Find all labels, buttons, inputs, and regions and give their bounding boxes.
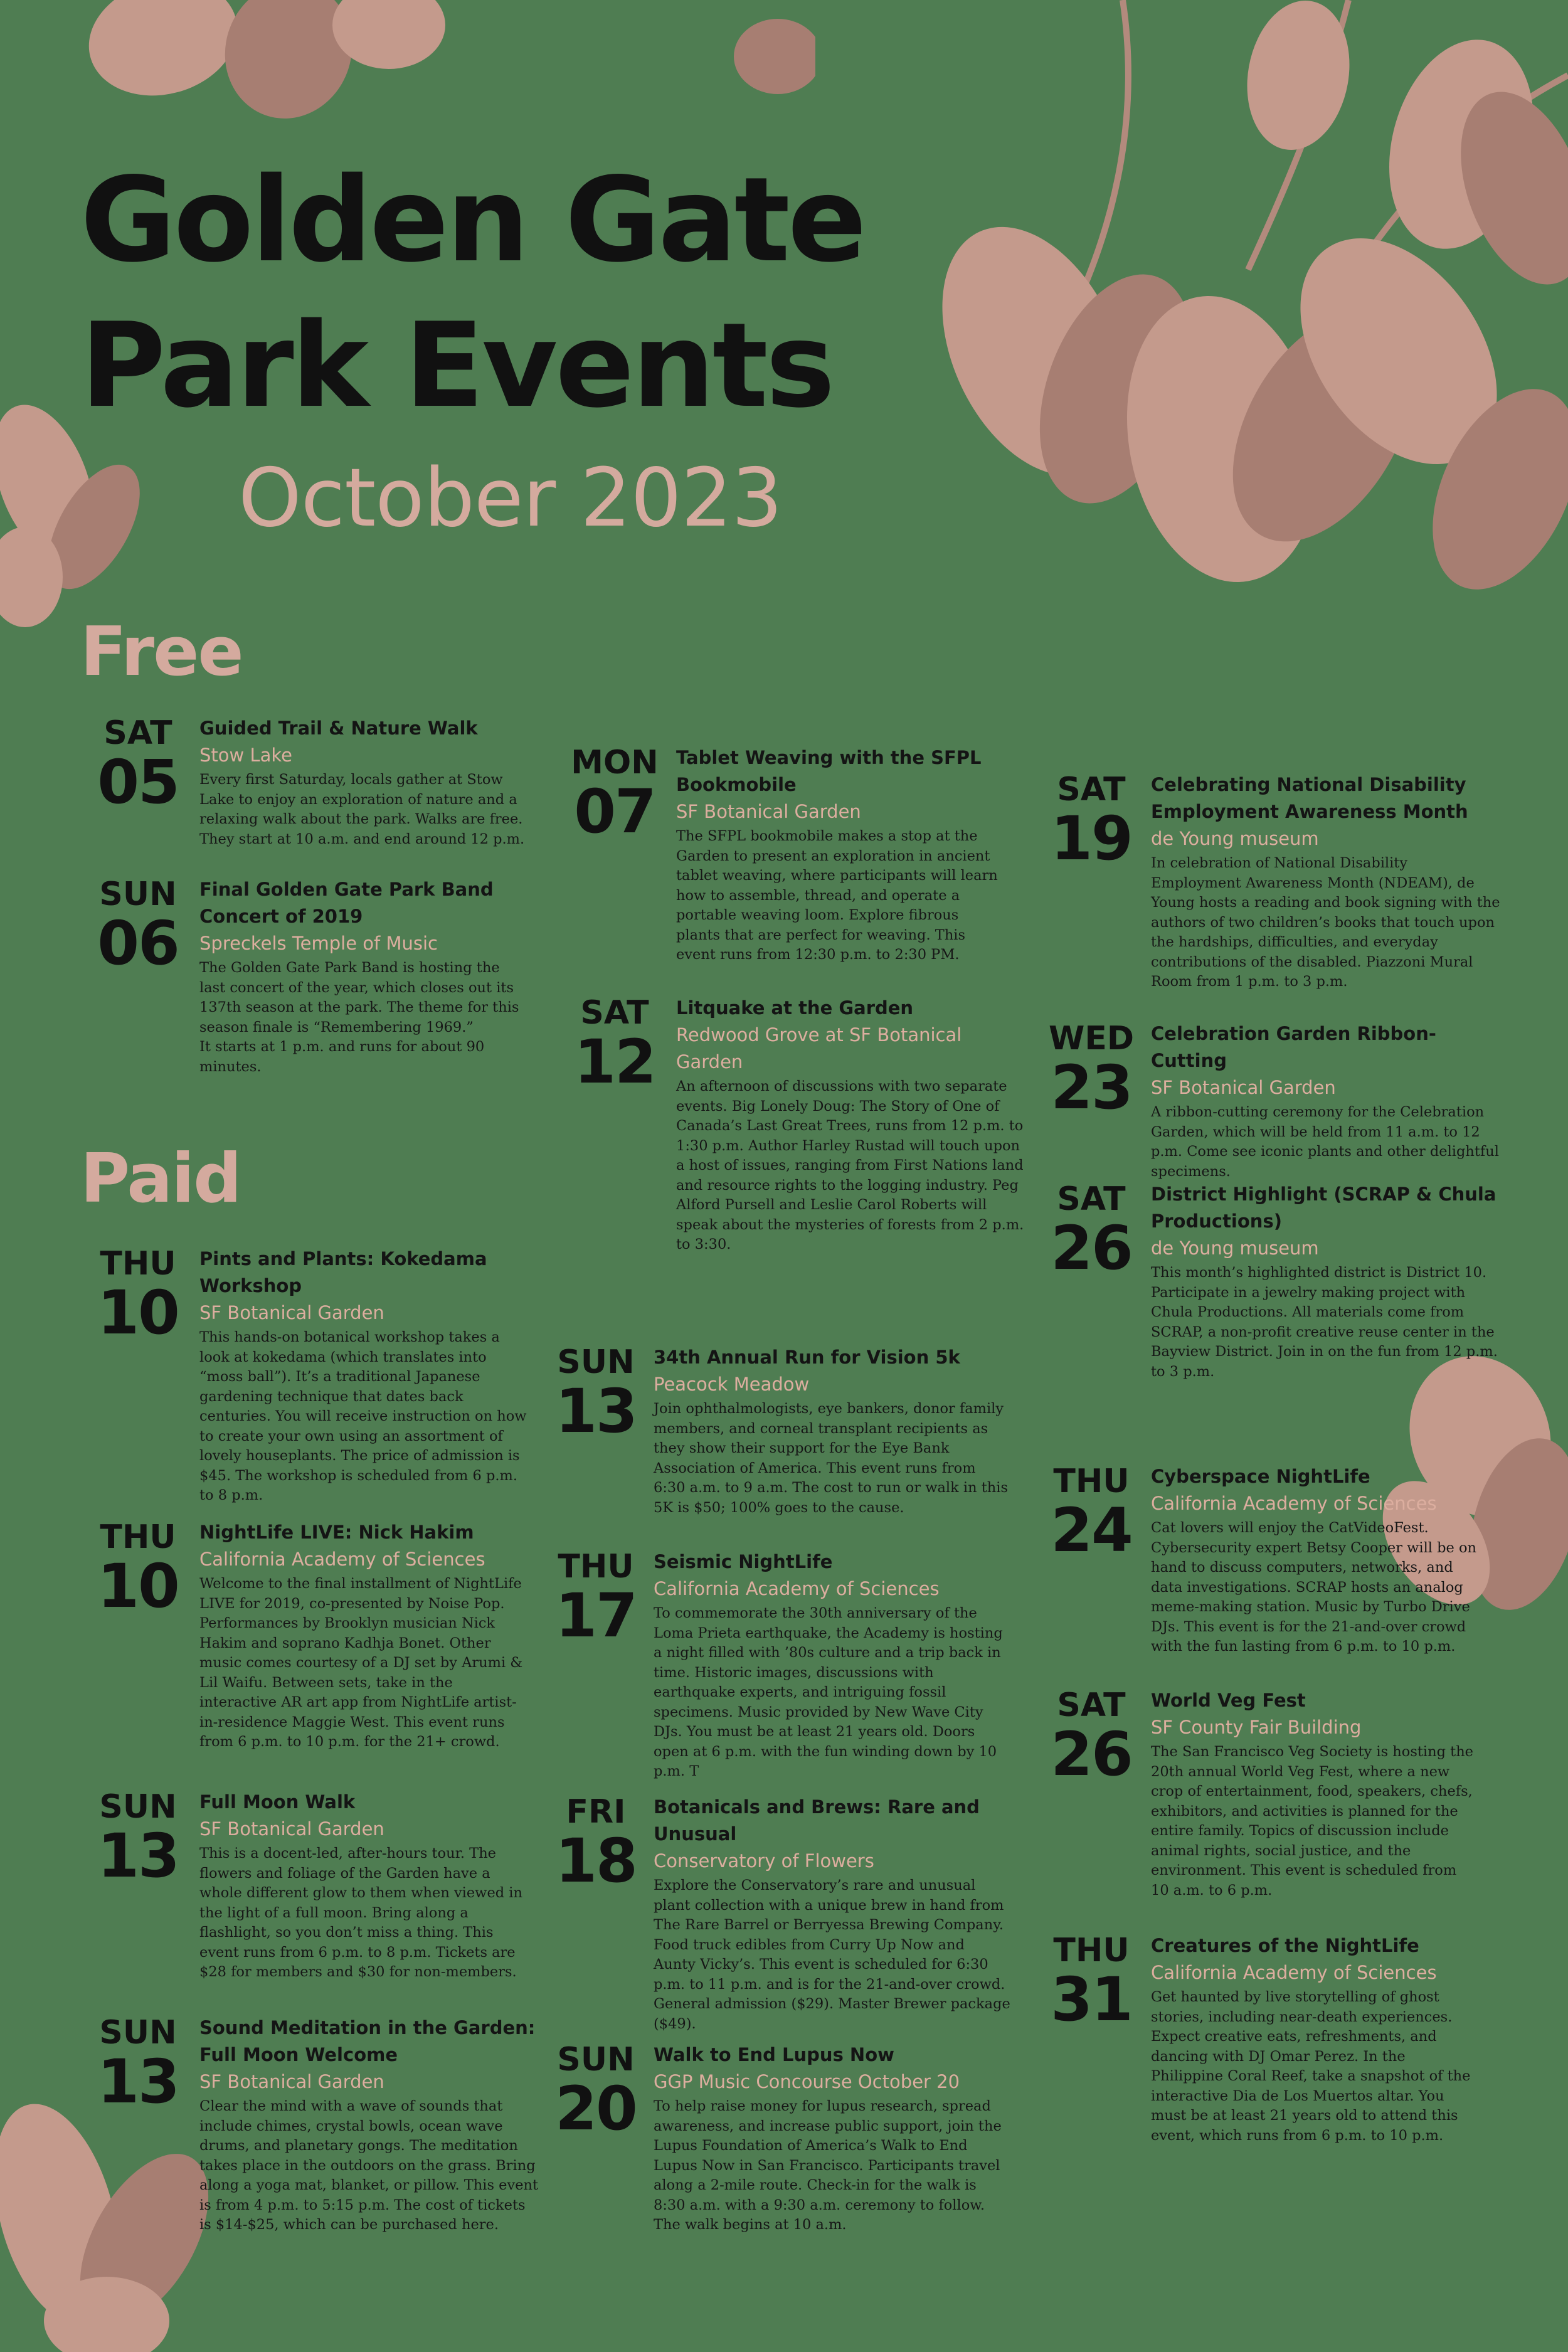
event-title: Pints and Plants: Kokedama Workshop xyxy=(199,1248,487,1296)
event-day-of-week: SUN xyxy=(557,1343,635,1381)
event-date xyxy=(1041,1687,1142,1789)
event-description: Clear the mind with a wave of sounds that include chimes, crystal bowls, ocean wave drums, and planetary gongs. The meditation takes place in the outdoors on the grass. Bring along a yoga mat, blanket, or pillow. This event is from 4 p.m. to 5:15 p.m. The cost of tickets is $14-$25, which can be purchased here. xyxy=(199,2098,539,2233)
event-description: This hands-on botanical workshop takes a look at kokedama (which translates into “moss ball”). It’s a traditional Japanese gardening technique that dates back centuries. You will receive instruction on how to create your own using an assortment of lovely houseplants. The price of admission is $45. The workshop is scheduled from 6 p.m. to 8 p.m. xyxy=(199,1329,527,1503)
event-venue: California Academy of Sciences xyxy=(1151,1962,1437,1983)
event-date xyxy=(88,2014,188,2117)
event-date xyxy=(1041,1180,1142,1283)
event-day-of-week: THU xyxy=(1053,1932,1130,1969)
event-venue: Stow Lake xyxy=(199,744,292,766)
event-day-of-week: THU xyxy=(100,1518,176,1556)
poster-month: October 2023 xyxy=(238,452,782,545)
event-venue: SF Botanical Garden xyxy=(199,1302,384,1323)
event-title: NightLife LIVE: Nick Hakim xyxy=(199,1522,474,1543)
event-venue: Conservatory of Flowers xyxy=(654,1850,874,1872)
event-day-number: 06 xyxy=(97,908,179,978)
event-description: The SFPL bookmobile makes a stop at the Garden to present an exploration in ancient tablet weaving, where participants will learn how to assemble, thread, and operate a portable weaving loom. Explore fibrous plants that are perfect for weaving. This event runs from 12:30 p.m. to 2:30 PM. xyxy=(676,828,998,963)
event-day-of-week: SUN xyxy=(99,876,177,913)
event-day-number: 23 xyxy=(1051,1052,1132,1123)
section-heading-free: Free xyxy=(80,613,243,691)
event-day-number: 18 xyxy=(555,1826,637,1896)
event-description: Welcome to the final installment of NightLife LIVE for 2019, co-presented by Noise Pop. Performances by Brooklyn musician Nick Hakim and soprano Kadhja Bonet. Other music comes courtesy of a DJ set by Arumi & Lil Waifu. Between sets, take in the interactive AR art app from NightLife artist-in-residence Maggie West. This event runs from 6 p.m. to 10 p.m. for the 21+ crowd. xyxy=(199,1576,523,1750)
event-venue: de Young museum xyxy=(1151,828,1319,849)
event-title: Sound Meditation in the Garden: Full Moon Welcome xyxy=(199,2017,536,2065)
event-date xyxy=(564,744,665,847)
event-title: District Highlight (SCRAP & Chula Productions) xyxy=(1151,1184,1496,1232)
event-day-of-week: THU xyxy=(558,1548,634,1586)
event-description: This month’s highlighted district is District 10. Participate in a jewelry making project with Chula Productions. All materials come from SCRAP, a non-profit creative reuse center in the Bayview District. Join in on the fun from 12 p.m. to 3 p.m. xyxy=(1151,1264,1498,1380)
event-venue: de Young museum xyxy=(1151,1237,1319,1259)
event-day-of-week: FRI xyxy=(566,1793,626,1831)
event-date xyxy=(88,1788,188,1891)
event-date xyxy=(1041,1020,1142,1123)
event-description: To help raise money for lupus research, spread awareness, and increase public support, join the Lupus Foundation of America’s Walk to End Lupus Now in San Francisco. Participants travel along a 2-mile route. Check-in for the walk is 8:30 a.m. with a 9:30 a.m. ceremony to follow. The walk begins at 10 a.m. xyxy=(654,2098,1002,2233)
event-date xyxy=(564,994,665,1097)
event-description: Every first Saturday, locals gather at Stow Lake to enjoy an exploration of nature and a relaxing walk about the park. Walks are free. They start at 10 a.m. and end around 12 p.m. xyxy=(199,771,525,847)
event-title: Full Moon Walk xyxy=(199,1791,356,1813)
event-description: Join ophthalmologists, eye bankers, donor family members, and corneal transplant recipients as they show their support for the Eye Bank Association of America. This event runs from 6:30 a.m. to 9 a.m. The cost to run or walk in this 5K is $50; 100% goes to the cause. xyxy=(654,1401,1009,1516)
event-description: The Golden Gate Park Band is hosting the last concert of the year, which closes out its 137th season at the park. The theme for this season finale is “Remembering 1969.” It starts at 1 p.m. and runs for about 90 minutes. xyxy=(199,960,519,1075)
event-date xyxy=(88,1518,188,1621)
event-day-number: 26 xyxy=(1051,1213,1132,1283)
event-day-number: 07 xyxy=(574,776,655,847)
event-date xyxy=(546,2041,646,2144)
event-title: Final Golden Gate Park Band Concert of 2019 xyxy=(199,879,494,927)
event-day-of-week: SUN xyxy=(99,2014,177,2052)
event-day-of-week: SAT xyxy=(1057,1687,1126,1724)
event-title: World Veg Fest xyxy=(1151,1690,1306,1711)
event-day-number: 19 xyxy=(1051,803,1132,874)
event-day-number: 13 xyxy=(555,1376,637,1446)
event-date xyxy=(546,1548,646,1651)
event-venue: Redwood Grove at SF Botanical Garden xyxy=(676,1024,962,1073)
event-description: Cat lovers will enjoy the CatVideoFest. Cybersecurity expert Betsy Cooper will be on hand to discuss computers, networks, and data investigations. SCRAP hosts an analog meme-making station. Music by Turbo Drive DJs. This event is for the 21-and-over crowd with the fun lasting from 6 p.m. to 10 p.m. xyxy=(1151,1520,1477,1655)
event-title: Creatures of the NightLife xyxy=(1151,1935,1419,1956)
event-description: A ribbon-cutting ceremony for the Celebration Garden, which will be held from 11 a.m. to 12 p.m. Come see iconic plants and other delightful specimens. xyxy=(1151,1104,1499,1180)
event-venue: SF Botanical Garden xyxy=(199,1818,384,1840)
event-date xyxy=(546,1793,646,1896)
event-day-of-week: THU xyxy=(100,1245,176,1283)
event-day-of-week: SUN xyxy=(99,1788,177,1826)
event-description: In celebration of National Disability Employment Awareness Month (NDEAM), de Young hosts a reading and book signing with the authors of two children’s books that touch upon the hardships, difficulties, and everyday contributions of the disabled. Piazzoni Mural Room from 1 p.m. to 3 p.m. xyxy=(1151,855,1500,990)
event-day-of-week: THU xyxy=(1053,1463,1130,1500)
event-description: An afternoon of discussions with two separate events. Big Lonely Doug: The Story of One of Canada’s Last Great Trees, runs from 12 p.m. to 1:30 p.m. Author Harley Rustad will touch upon a host of issues, ranging from First Nations land and resource rights to the logging industry. Peg Alford Pursell and Leslie Carol Roberts will speak about the mysteries of forests from 2 p.m. to 3:30. xyxy=(676,1078,1024,1253)
event-venue: SF Botanical Garden xyxy=(676,801,861,822)
event-description: This is a docent-led, after-hours tour. The flowers and foliage of the Garden have a whole different glow to them when viewed in the light of a full moon. Bring along a flashlight, so you don’t miss a thing. This event runs from 6 p.m. to 8 p.m. Tickets are $28 for members and $30 for non-members. xyxy=(199,1845,522,1980)
event-title: 34th Annual Run for Vision 5k xyxy=(654,1347,960,1368)
event-title: Botanicals and Brews: Rare and Unusual xyxy=(654,1796,980,1845)
event-day-of-week: SAT xyxy=(580,994,649,1032)
poster-title xyxy=(80,147,864,438)
event-day-of-week: SAT xyxy=(1057,1180,1126,1218)
event-day-number: 13 xyxy=(97,1821,179,1891)
event-description: Explore the Conservatory’s rare and unusual plant collection with a unique brew in hand from The Rare Barrel or Berryessa Brewing Company. Food truck edibles from Curry Up Now and Aunty Vicky’s. This event is scheduled for 6:30 p.m. to 11 p.m. and is for the 21-and-over crowd. General admission ($29). Master Brewer package ($49). xyxy=(654,1877,1010,2032)
event-venue: California Academy of Sciences xyxy=(1151,1493,1437,1514)
event-venue: GGP Music Concourse October 20 xyxy=(654,2071,960,2092)
event-date xyxy=(88,1245,188,1348)
event-date xyxy=(1041,1932,1142,2035)
poster-title-line-2: Park Events xyxy=(80,297,833,433)
event-title: Cyberspace NightLife xyxy=(1151,1466,1370,1487)
event-date xyxy=(88,876,188,978)
event-venue: Peacock Meadow xyxy=(654,1374,810,1395)
event-date xyxy=(1041,771,1142,874)
event-day-of-week: WED xyxy=(1048,1020,1135,1057)
event-date xyxy=(1041,1463,1142,1565)
event-day-number: 10 xyxy=(97,1278,179,1348)
event-day-of-week: MON xyxy=(571,744,659,781)
event-day-of-week: SAT xyxy=(103,714,172,752)
event-day-number: 24 xyxy=(1051,1495,1132,1565)
event-description: Get haunted by live storytelling of ghost stories, including near-death experiences. Expect creative eats, refreshments, and dancing with DJ Omar Perez. In the Philippine Coral Reef, take a snapshot of the interactive Dia de Los Muertos altar. You must be at least 21 years old to attend this event, which runs from 6 p.m. to 10 p.m. xyxy=(1151,1989,1471,2144)
event-day-of-week: SUN xyxy=(557,2041,635,2079)
event-venue: SF Botanical Garden xyxy=(199,2071,384,2092)
event-description: To commemorate the 30th anniversary of the Loma Prieta earthquake, the Academy is hosting a night filled with ’80s culture and a trip back in time. Historic images, discussions with earthquake experts, and intriguing fossil specimens. Music provided by New Wave City DJs. You must be at least 21 years old. Doors open at 6 p.m. with the fun winding down by 10 p.m. T xyxy=(654,1605,1003,1779)
event-day-number: 26 xyxy=(1051,1719,1132,1789)
event-date xyxy=(88,714,188,817)
event-title: Litquake at the Garden xyxy=(676,997,914,1019)
event-day-number: 13 xyxy=(97,2047,179,2117)
poster-title-line-1: Golden Gate xyxy=(80,152,864,288)
event-title: Guided Trail & Nature Walk xyxy=(199,718,478,739)
event-venue: California Academy of Sciences xyxy=(654,1578,940,1599)
event-venue: SF Botanical Garden xyxy=(1151,1077,1336,1098)
flower-top-right-decoration xyxy=(847,0,1568,665)
event-day-of-week: SAT xyxy=(1057,771,1126,808)
event-venue: California Academy of Sciences xyxy=(199,1549,485,1570)
event-day-number: 17 xyxy=(555,1581,637,1651)
event-title: Celebrating National Disability Employment Awareness Month xyxy=(1151,774,1468,822)
flower-top-left-decoration xyxy=(0,0,815,163)
event-day-number: 20 xyxy=(555,2074,637,2144)
event-day-number: 10 xyxy=(97,1551,179,1621)
event-day-number: 05 xyxy=(97,747,179,817)
event-venue: Spreckels Temple of Music xyxy=(199,933,438,954)
flower-bottom-left-decoration xyxy=(0,2089,226,2352)
event-title: Seismic NightLife xyxy=(654,1551,833,1572)
event-date xyxy=(546,1343,646,1446)
event-title: Celebration Garden Ribbon-Cutting xyxy=(1151,1023,1436,1071)
event-day-number: 31 xyxy=(1051,1964,1132,2035)
event-venue: SF County Fair Building xyxy=(1151,1717,1362,1738)
event-title: Walk to End Lupus Now xyxy=(654,2044,894,2065)
event-title: Tablet Weaving with the SFPL Bookmobile xyxy=(676,747,982,795)
event-day-number: 12 xyxy=(574,1027,655,1097)
event-description: The San Francisco Veg Society is hosting the 20th annual World Veg Fest, where a new crop of entertainment, food, speakers, chefs, exhibitors, and activities is planned for the entire family. Topics of discussion include animal rights, social justice, and the environment. This event is scheduled from 10 a.m. to 6 p.m. xyxy=(1151,1744,1473,1899)
section-heading-paid: Paid xyxy=(80,1140,241,1218)
